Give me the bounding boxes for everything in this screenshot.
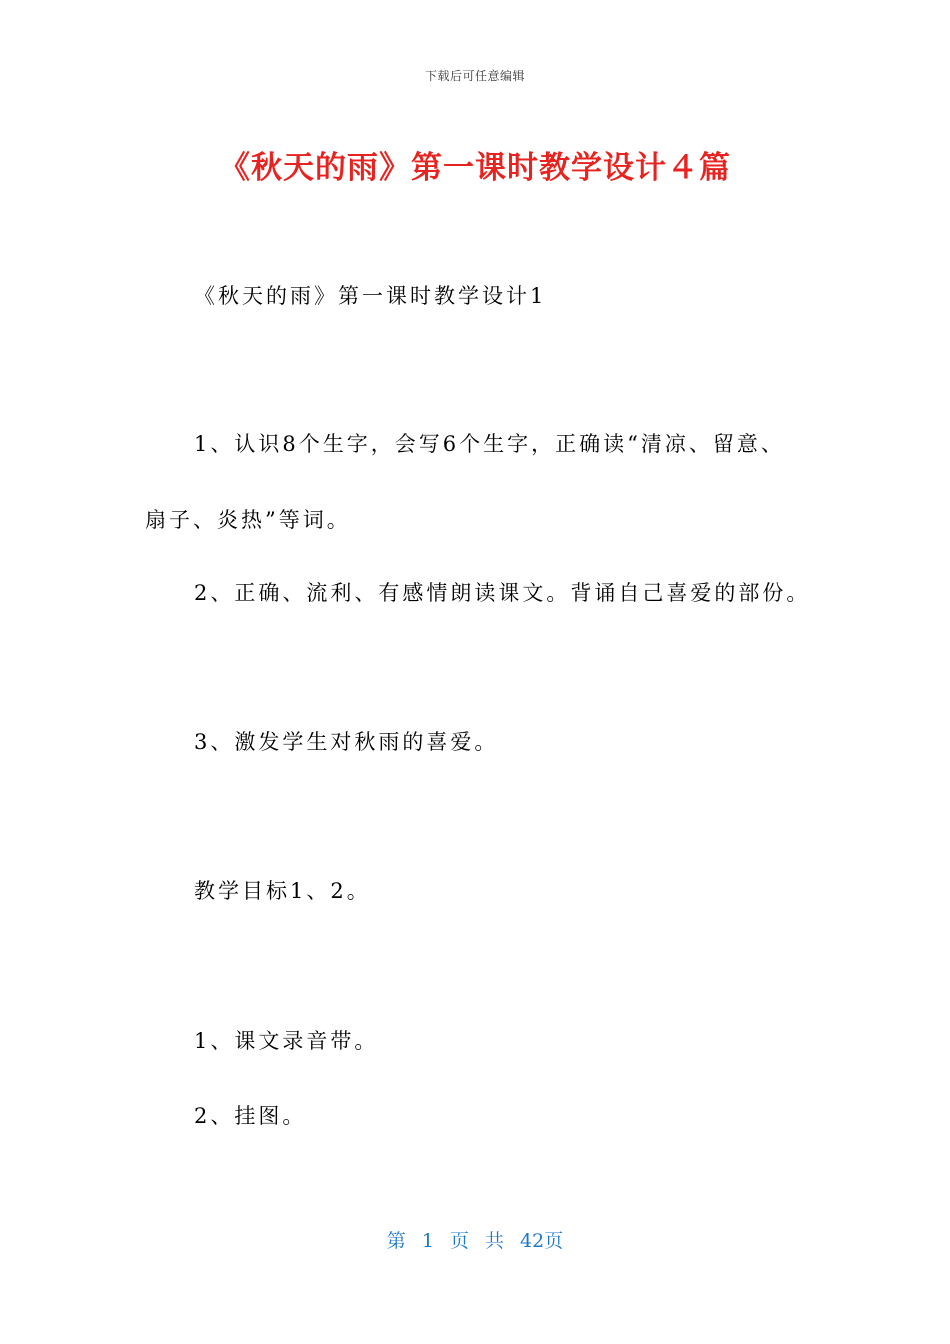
paragraph-teaching-focus: 教学目标1、2。 (194, 879, 371, 903)
paragraph-section-heading: 《秋天的雨》第一课时教学设计1 (194, 284, 547, 308)
paragraph-objective-2: 2、正确、流利、有感情朗读课文。背诵自己喜爱的部份。 (194, 581, 811, 605)
paragraph-material-1: 1、课文录音带。 (194, 1029, 379, 1053)
header-note: 下载后可任意编辑 (424, 69, 525, 83)
document-title: 《秋天的雨》第一课时教学设计４篇 (219, 150, 731, 186)
paragraph-objective-1-continued: 扇子、炎热”等词。 (145, 508, 351, 532)
paragraph-material-2: 2、挂图。 (194, 1104, 307, 1128)
paragraph-objective-3: 3、激发学生对秋雨的喜爱。 (194, 730, 499, 754)
page-number-footer: 第 1 页 共 42页 (386, 1230, 564, 1252)
paragraph-objective-1: 1、认识8个生字，会写6个生字，正确读“清凉、留意、 (194, 432, 785, 456)
